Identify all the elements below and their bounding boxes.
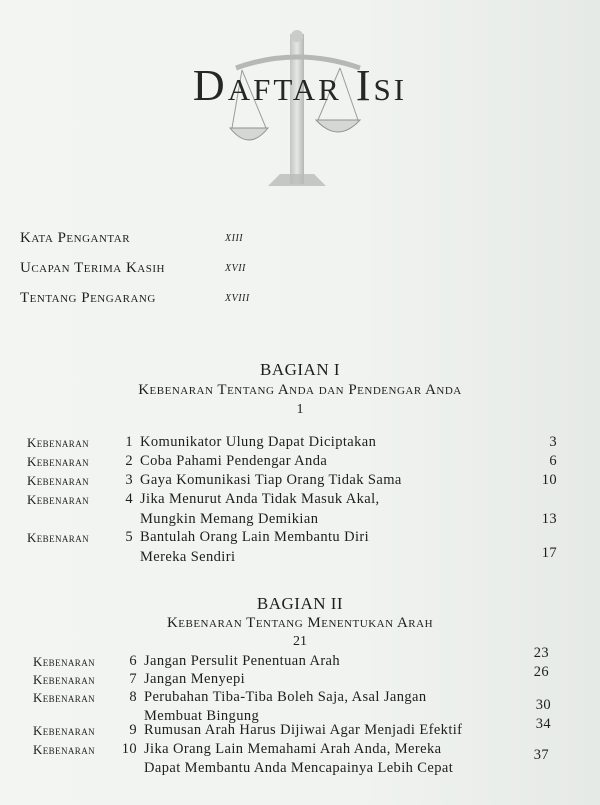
page-title: Daftar Isi [192, 61, 408, 110]
entry-title-line: Bantulah Orang Lain Membantu Diri [140, 529, 370, 545]
part-subtitle: Kebenaran Tentang Anda dan Pendengar Anda [138, 382, 462, 398]
entry-title-line: Jika Orang Lain Memahami Arah Anda, Mereka [144, 741, 442, 757]
entry-title: Komunikator Ulung Dapat Diciptakan [140, 434, 377, 450]
entry-page: 23 [533, 645, 549, 661]
entry-page: 17 [541, 545, 557, 561]
part-subtitle: Kebenaran Tentang Menentukan Arah [166, 615, 434, 631]
front-matter-page: xiii [225, 230, 244, 245]
part-page-number: 21 [293, 634, 307, 649]
entry-page: 37 [533, 747, 549, 763]
entry-title-line: Jika Menurut Anda Tidak Masuk Akal, [140, 491, 380, 507]
entry-page: 10 [541, 472, 557, 488]
entry-label: Kebenaran [33, 654, 95, 669]
entry-label: Kebenaran [27, 492, 89, 507]
toc-entry [33, 740, 553, 780]
entry-label: Kebenaran [27, 435, 89, 450]
entry-title: Rumusan Arah Harus Dijiwai Agar Menjadi Efektif [144, 722, 463, 738]
entry-number: 6 [129, 653, 137, 669]
entry-label: Kebenaran [27, 454, 89, 469]
entry-number: 3 [125, 472, 133, 488]
entry-title-line: Membuat Bingung [144, 708, 260, 724]
entry-page: 3 [549, 434, 557, 450]
part-heading: BAGIAN I [259, 360, 341, 379]
part-page-number: 1 [296, 402, 304, 417]
entry-label: Kebenaran [27, 530, 89, 545]
entry-page: 26 [533, 664, 549, 680]
entry-page: 6 [549, 453, 557, 469]
entry-title: Gaya Komunikasi Tiap Orang Tidak Sama [140, 472, 402, 488]
entry-title-line: Mereka Sendiri [140, 549, 236, 565]
entry-title: Jangan Persulit Penentuan Arah [144, 653, 341, 669]
part-heading: BAGIAN II [256, 594, 344, 613]
front-matter-label: Ucapan Terima Kasih [20, 260, 165, 276]
entry-number: 4 [125, 491, 133, 507]
entry-page: 30 [535, 697, 551, 713]
entry-number: 9 [129, 722, 137, 738]
entry-page: 34 [535, 716, 551, 732]
entry-label: Kebenaran [33, 672, 95, 687]
entry-number: 5 [125, 529, 133, 545]
entry-title-line: Mungkin Memang Demikian [140, 511, 319, 527]
entry-label: Kebenaran [33, 723, 95, 738]
front-matter-label: Kata Pengantar [20, 230, 131, 246]
scales-of-justice-icon [228, 28, 368, 198]
entry-title: Coba Pahami Pendengar Anda [140, 453, 328, 469]
front-matter-page: xvii [225, 260, 246, 275]
toc-entry [27, 490, 557, 530]
entry-title-line: Dapat Membantu Anda Mencapainya Lebih Cepat [144, 760, 454, 776]
entry-label: Kebenaran [33, 742, 95, 757]
front-matter-item [20, 230, 244, 247]
entry-label: Kebenaran [27, 473, 89, 488]
entry-number: 1 [125, 434, 133, 450]
entry-title-line: Perubahan Tiba-Tiba Boleh Saja, Asal Jangan [144, 689, 427, 705]
entry-number: 7 [129, 671, 137, 687]
front-matter-item [20, 290, 250, 307]
entry-title: Jangan Menyepi [144, 671, 246, 687]
front-matter-label: Tentang Pengarang [20, 290, 156, 306]
front-matter-item [20, 260, 246, 277]
entry-number: 8 [129, 689, 137, 705]
toc-entry [27, 528, 557, 568]
entry-label: Kebenaran [33, 690, 95, 705]
entry-number: 10 [121, 741, 137, 757]
entry-number: 2 [125, 453, 133, 469]
front-matter-page: xviii [225, 290, 250, 305]
entry-page: 13 [541, 511, 557, 527]
